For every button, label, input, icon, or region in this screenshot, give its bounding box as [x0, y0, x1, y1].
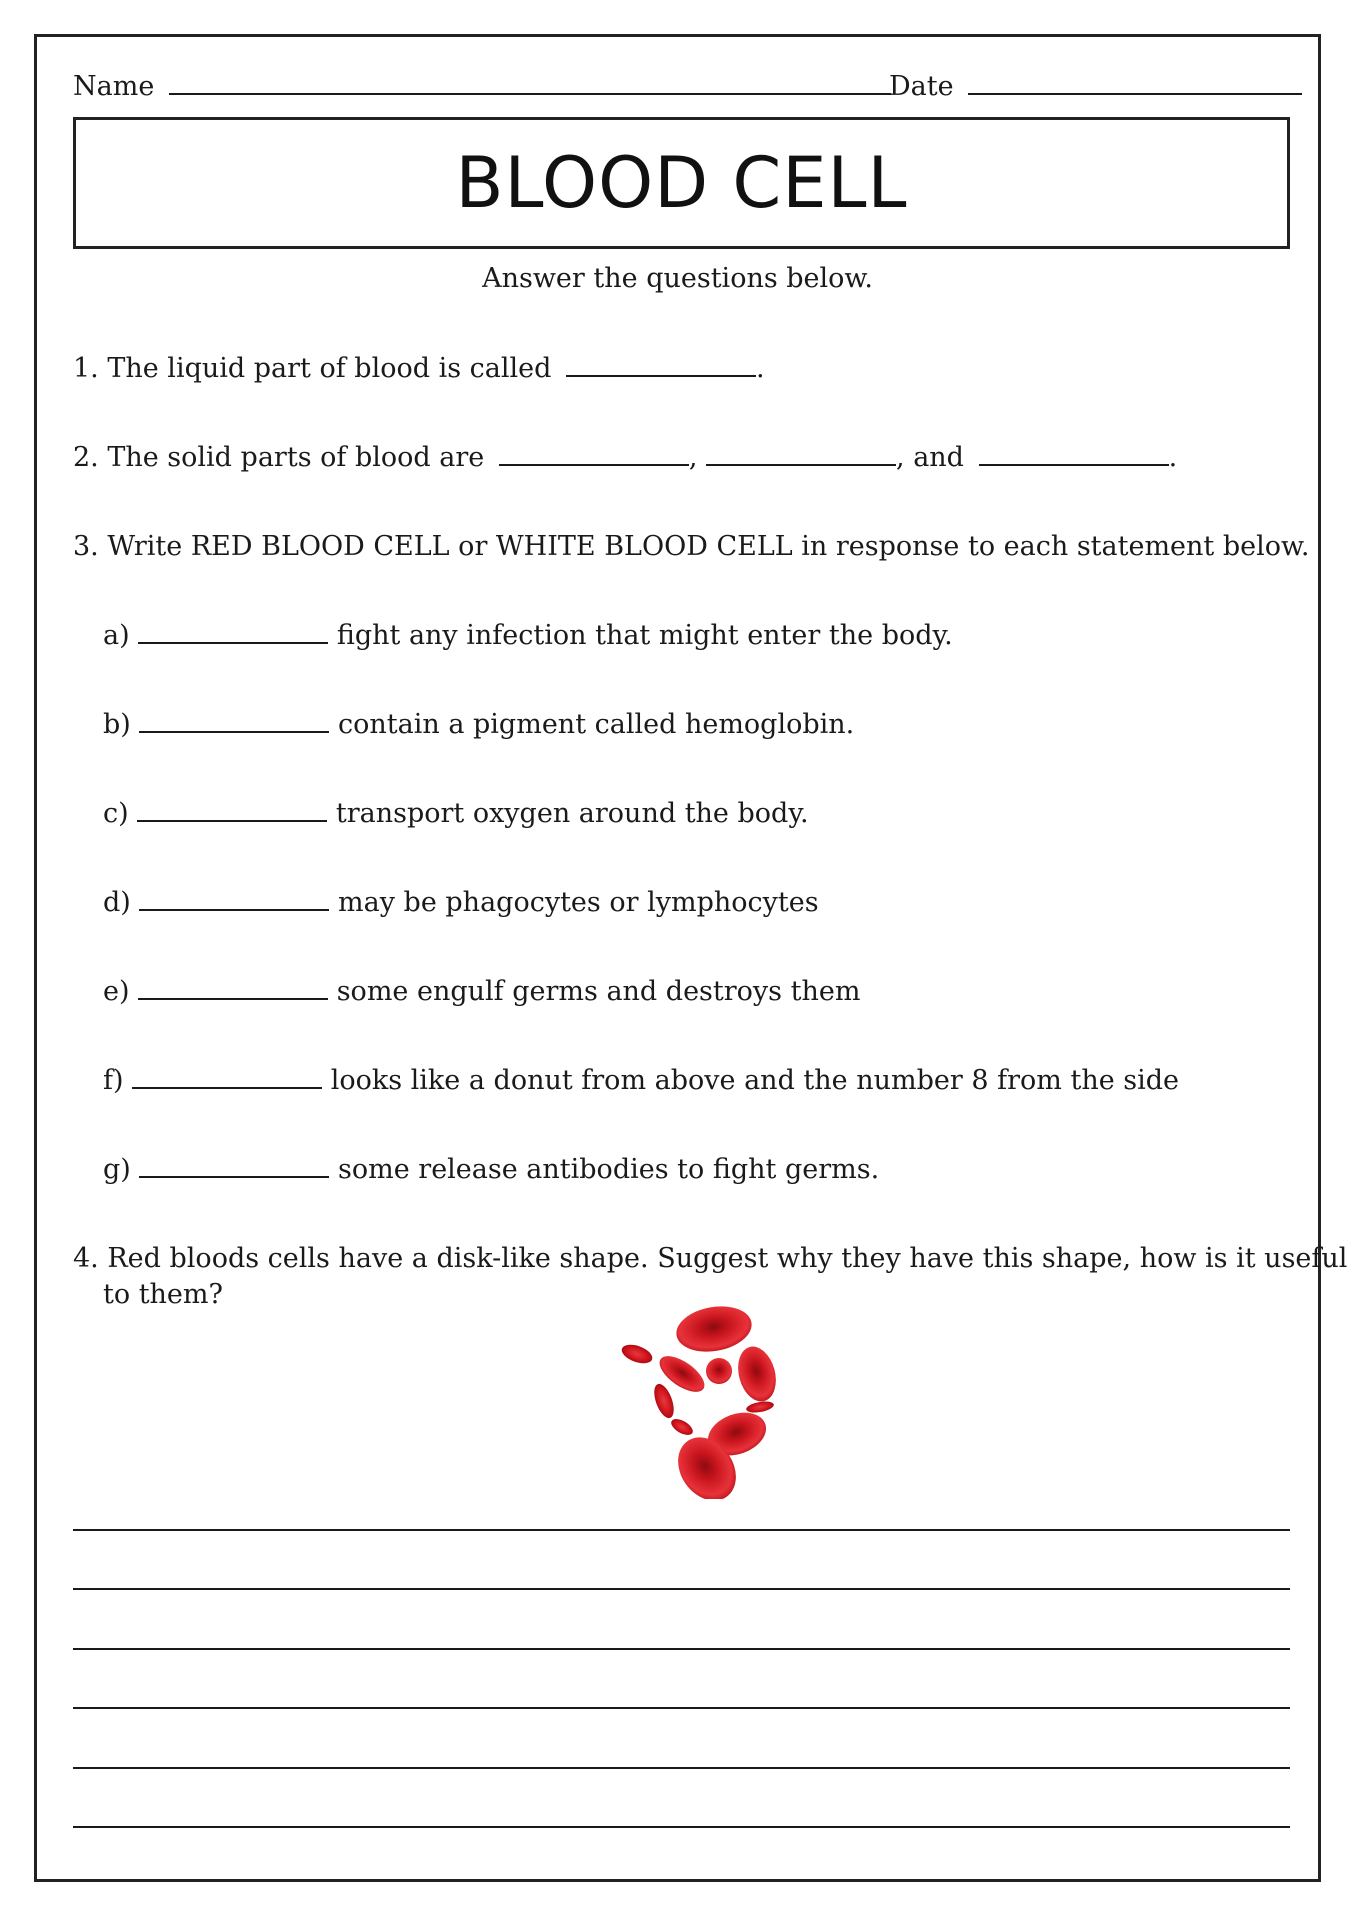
- q3-item-text: some engulf germs and destroys them: [336, 976, 861, 1007]
- q3-item-text: contain a pigment called hemoglobin.: [338, 709, 855, 740]
- q2-answer-blank-2[interactable]: [706, 442, 896, 466]
- q3-item-letter: c): [103, 798, 129, 829]
- title-box: [73, 117, 1290, 249]
- q2-sep-1: ,: [688, 442, 698, 473]
- q3-item-letter: e): [103, 976, 130, 1007]
- q3-item-letter: d): [103, 887, 131, 918]
- date-label: Date: [889, 71, 954, 102]
- answer-line[interactable]: [73, 1648, 1290, 1650]
- q3-item: [103, 1065, 1179, 1097]
- worksheet: [34, 34, 1348, 1882]
- date-row: [889, 71, 1302, 103]
- q3-item: [103, 1154, 879, 1186]
- question-2: [73, 442, 1177, 474]
- answer-line[interactable]: [73, 1529, 1290, 1531]
- q3-item: [103, 620, 953, 652]
- q3-item: [103, 709, 854, 741]
- answer-line[interactable]: [73, 1767, 1290, 1769]
- q2-end: .: [1168, 442, 1178, 473]
- instruction: Answer the questions below.: [482, 263, 873, 294]
- name-label: Name: [73, 71, 155, 102]
- date-field[interactable]: [968, 71, 1302, 95]
- q3-item-text: transport oxygen around the body.: [335, 798, 809, 829]
- q3-item-text: looks like a donut from above and the number 8 from the side: [330, 1065, 1180, 1096]
- q3-item-blank[interactable]: [139, 709, 329, 733]
- question-1: [73, 353, 765, 385]
- q3-item-blank[interactable]: [139, 887, 329, 911]
- q3-item-blank[interactable]: [139, 1154, 329, 1178]
- q3-item: [103, 887, 819, 919]
- name-field[interactable]: [169, 71, 891, 95]
- q3-item-text: some release antibodies to fight germs.: [338, 1154, 880, 1185]
- q3-item-letter: g): [103, 1154, 131, 1185]
- q3-item-letter: f): [103, 1065, 124, 1096]
- question-1-text: 1. The liquid part of blood is called: [73, 353, 552, 384]
- answer-line[interactable]: [73, 1588, 1290, 1590]
- q3-item-text: may be phagocytes or lymphocytes: [338, 887, 819, 918]
- q3-item-blank[interactable]: [138, 620, 328, 644]
- q2-sep-2: , and: [896, 442, 964, 473]
- q3-item: [103, 976, 860, 1008]
- q3-item: [103, 798, 809, 830]
- question-4-line-2: to them?: [103, 1279, 223, 1310]
- q1-answer-blank[interactable]: [566, 353, 756, 377]
- q3-item-blank[interactable]: [132, 1065, 322, 1089]
- q3-item-text: fight any infection that might enter the body.: [336, 620, 953, 651]
- q3-item-blank[interactable]: [138, 976, 328, 1000]
- cell-group: [619, 1301, 781, 1499]
- name-row: [73, 71, 891, 103]
- q3-item-letter: a): [103, 620, 130, 651]
- question-2-text: 2. The solid parts of blood are: [73, 442, 485, 473]
- q3-item-blank[interactable]: [137, 798, 327, 822]
- answer-line[interactable]: [73, 1826, 1290, 1828]
- question-3: 3. Write RED BLOOD CELL or WHITE BLOOD CELL in response to each statement below.: [73, 531, 1310, 562]
- question-4-line-1: 4. Red bloods cells have a disk-like shape. Suggest why they have this shape, how is it useful: [73, 1243, 1348, 1274]
- page-title: BLOOD CELL: [455, 142, 908, 224]
- q1-end: .: [756, 353, 765, 384]
- q2-answer-blank-3[interactable]: [979, 442, 1169, 466]
- red-blood-cells-icon: [602, 1299, 802, 1499]
- answer-line[interactable]: [73, 1707, 1290, 1709]
- q2-answer-blank-1[interactable]: [499, 442, 689, 466]
- q3-item-letter: b): [103, 709, 131, 740]
